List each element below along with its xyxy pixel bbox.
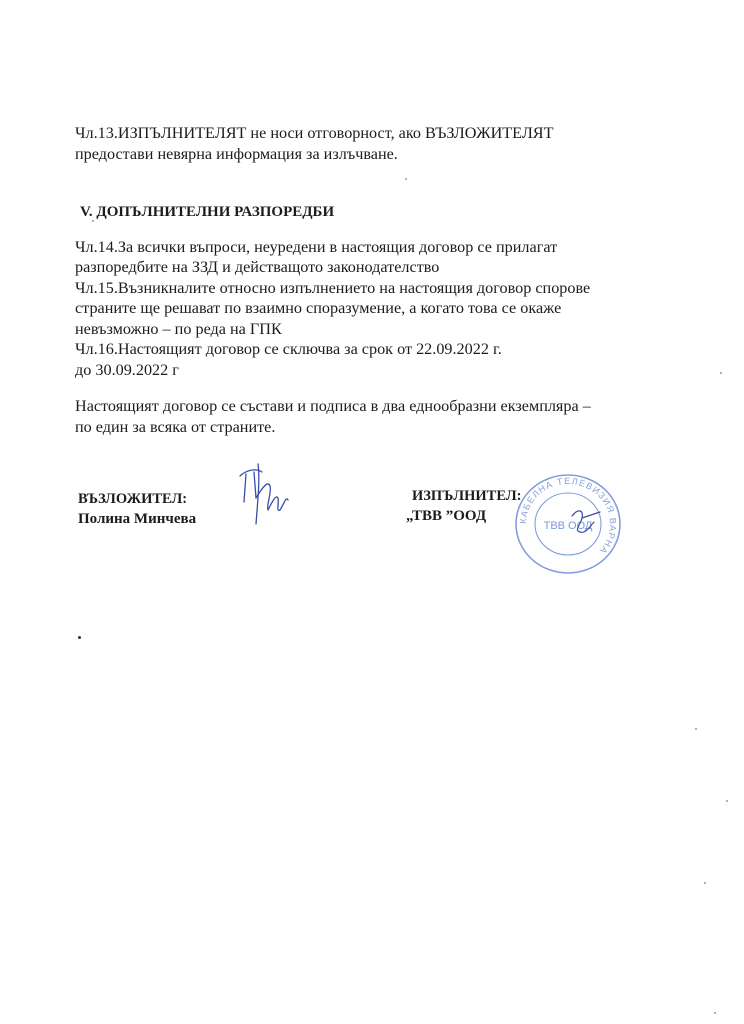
contractor-label: ИЗПЪЛНИТЕЛ: bbox=[412, 488, 522, 504]
article-15-line-3: невъзможно – по реда на ГПК bbox=[75, 320, 282, 338]
closing-line-2: по един за всяка от страните. bbox=[75, 418, 276, 436]
article-14-line-1: Чл.14.За всички въпроси, неуредени в настоящия договор се прилагат bbox=[75, 238, 558, 256]
article-13-line-1: Чл.13.ИЗПЪЛНИТЕЛЯТ не носи отговорност, ако ВЪЗЛОЖИТЕЛЯТ bbox=[75, 124, 554, 142]
stray-dot-mark bbox=[78, 636, 81, 639]
article-15-line-2: страните ще решават по взаимно споразумение, а когато това се окаже bbox=[75, 299, 562, 317]
stamp-center-text: ТВВ ООД bbox=[543, 520, 593, 532]
scan-speck bbox=[720, 372, 722, 374]
article-15-line-1: Чл.15.Възникналите относно изпълнението на настоящия договор спорове bbox=[75, 279, 591, 297]
scan-speck bbox=[714, 1012, 716, 1014]
scan-speck bbox=[405, 178, 407, 180]
scan-speck bbox=[704, 882, 706, 884]
closing-line-1: Настоящият договор се състави и подписа в два еднообразни екземпляра – bbox=[75, 397, 591, 415]
article-14-line-2: разпоредбите на ЗЗД и действащото законодателство bbox=[75, 258, 440, 276]
stamp-ring-text: КАБЕЛНА ТЕЛЕВИЗИЯ ВАРНА bbox=[517, 475, 619, 557]
scan-speck bbox=[695, 728, 697, 730]
company-stamp bbox=[512, 472, 624, 576]
article-13-line-2: предостави невярна информация за излъчване. bbox=[75, 145, 398, 163]
handwritten-signature bbox=[232, 458, 296, 534]
article-16-line-1: Чл.16.Настоящият договор се сключва за срок от 22.09.2022 г. bbox=[75, 340, 502, 358]
scan-speck bbox=[92, 220, 94, 222]
assignor-label: ВЪЗЛОЖИТЕЛ: bbox=[78, 491, 188, 507]
article-16-line-2: до 30.09.2022 г bbox=[75, 361, 179, 379]
scan-speck bbox=[726, 800, 728, 802]
contractor-name: „ТВВ ”ООД bbox=[406, 508, 487, 524]
section-heading: V. ДОПЪЛНИТЕЛНИ РАЗПОРЕДБИ bbox=[80, 204, 335, 220]
assignor-name: Полина Минчева bbox=[78, 511, 197, 527]
